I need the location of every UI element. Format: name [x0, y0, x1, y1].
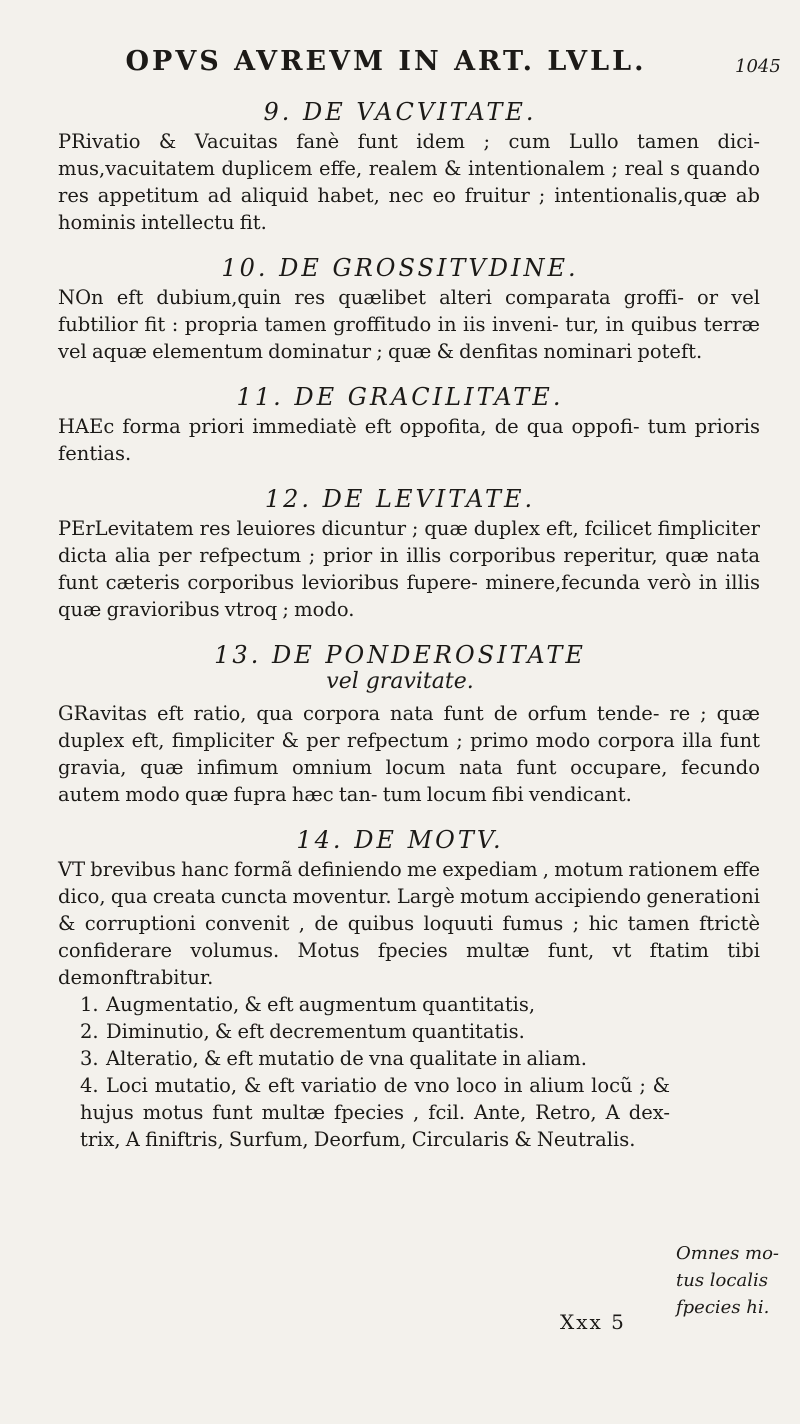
list-item	[58, 991, 760, 1018]
motion-species-list	[0, 991, 800, 1153]
page-body	[0, 94, 800, 1153]
margin-note: Omnes mo- tus localis fpecies hi.	[676, 1243, 780, 1318]
running-head: OPVS AVREVM IN ART. LVLL.	[125, 46, 647, 77]
list-item-text: Diminutio, & eft decrementum quantitatis.	[106, 1020, 525, 1043]
section-heading: 10. DE GROSSITVDINE.	[221, 254, 579, 282]
list-item-number: 2.	[80, 1020, 99, 1043]
section-paragraph: PRivatio & Vacuitas fanè funt idem ; cum Lullo tamen dici- mus,vacuitatem duplicem effe, realem & intentionalem ; real s quando res appetitum ad aliquid habet, nec eo fruitur ; intentionalis,quæ ab hominis intellectu fit.	[58, 130, 760, 234]
list-item	[58, 1045, 760, 1072]
section-grossitudine	[0, 254, 800, 365]
section-heading: 11. DE GRACILITATE.	[236, 383, 564, 411]
section-paragraph: VT brevibus hanc formã definiendo me expediam , motum rationem effe dico, qua creata cuncta moventur. Largè motum accipiendo generationi & corruptioni convenit , de quibus loquuti fumus ; hic tamen ftrictè confiderare volumus. Motus fpecies multæ funt, vt ftatim tibi demonftrabitur.	[58, 858, 760, 989]
section-heading: 9. DE VACVITATE.	[263, 98, 537, 126]
list-item-text: Augmentatio, & eft augmentum quantitatis,	[106, 993, 536, 1016]
section-motu	[0, 826, 800, 1153]
section-paragraph: NOn eft dubium,quin res quælibet alteri comparata groffi- or vel fubtilior fit : propria tamen groffitudo in iis inveni- tur, in quibus terræ vel aquæ elementum dominatur ; quæ & denfitas nominari poteft.	[58, 286, 760, 363]
list-item-text: Loci mutatio, & eft variatio de vno loco in alium locũ ; & hujus motus funt multæ fpecies , fcil. Ante, Retro, A dex- trix, A finiftris, Surfum, Deorfum, Circularis & Neutralis.	[80, 1074, 670, 1151]
list-item	[58, 1018, 760, 1045]
section-paragraph: PErLevitatem res leuiores dicuntur ; quæ duplex eft, fcilicet fimpliciter dicta alia per refpectum ; prior in illis corporibus reperitur, quæ nata funt cæteris corporibus levioribus fupere- minere,fecunda verò in illis quæ gravioribus vtroq ; modo.	[58, 517, 760, 621]
list-item-text: Alteratio, & eft mutatio de vna qualitate in aliam.	[106, 1047, 587, 1070]
section-paragraph: GRavitas eft ratio, qua corpora nata funt de orfum tende- re ; quæ duplex eft, fimpliciter & per refpectum ; primo modo corpora illa funt gravia, quæ infimum omnium locum nata funt occupare, fecundo autem modo quæ fupra hæc tan- tum locum fibi vendicant.	[58, 702, 760, 806]
section-paragraph: HAEc forma priori immediatè eft oppofita, de qua oppofi- tum prioris fentias.	[58, 415, 760, 465]
section-gracilitate	[0, 383, 800, 467]
section-ponderositate	[0, 641, 800, 808]
section-levitate	[0, 485, 800, 623]
page-header	[0, 40, 800, 88]
section-subheading: vel gravitate.	[326, 669, 474, 694]
section-heading: 13. DE PONDEROSITATE	[214, 641, 586, 669]
section-vacuitate	[0, 98, 800, 236]
list-item	[58, 1072, 670, 1153]
section-heading: 12. DE LEVITATE.	[264, 485, 536, 513]
section-heading: 14. DE MOTV.	[296, 826, 504, 854]
list-item-number: 3.	[80, 1047, 99, 1070]
list-item-number: 1.	[80, 993, 99, 1016]
list-item-number: 4.	[80, 1074, 99, 1097]
page-number: 1045	[735, 56, 781, 77]
catchword: Xxx 5	[560, 1310, 626, 1334]
